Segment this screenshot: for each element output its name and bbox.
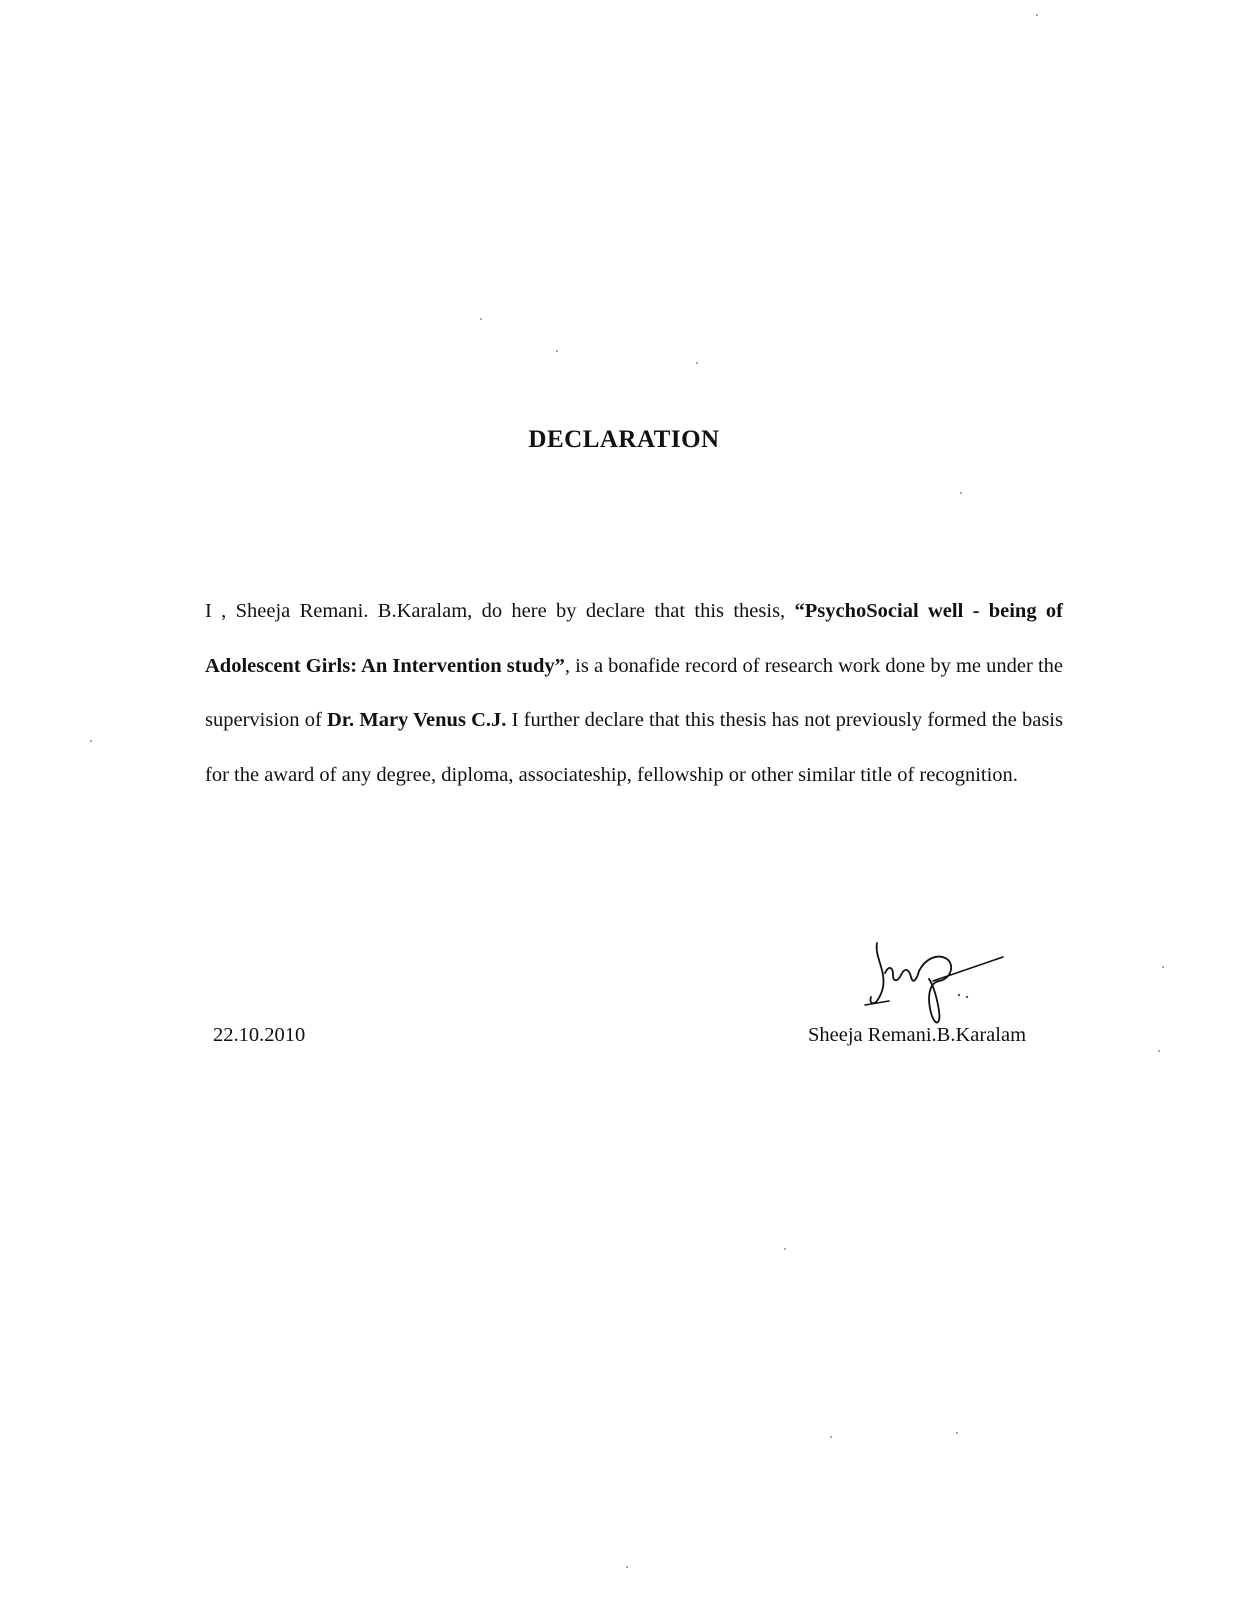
scan-speck bbox=[1158, 1050, 1160, 1052]
page-title: DECLARATION bbox=[528, 426, 720, 453]
scan-speck bbox=[90, 740, 92, 742]
declaration-closing: I further declare that this thesis has not previously formed the basis for the award of any degree, diploma, associateship, fellowship or other similar title of recognition. bbox=[205, 709, 1063, 786]
scan-speck bbox=[480, 318, 482, 320]
scan-speck bbox=[556, 350, 558, 352]
scan-speck bbox=[696, 362, 698, 364]
supervisor-name: Dr. Mary Venus C.J. bbox=[327, 709, 507, 731]
signer-name: Sheeja Remani.B.Karalam bbox=[808, 1024, 1027, 1046]
declaration-middle: , is a bonafide record of research work done by me under the supervision of bbox=[205, 654, 1063, 731]
scan-speck bbox=[830, 1436, 832, 1438]
declaration-date: 22.10.2010 bbox=[213, 1024, 306, 1046]
declaration-paragraph bbox=[205, 584, 1063, 802]
scan-speck bbox=[784, 1248, 786, 1250]
scan-speck bbox=[1162, 966, 1164, 968]
scan-speck bbox=[960, 492, 962, 494]
handwritten-signature bbox=[855, 935, 1005, 1035]
scan-speck bbox=[626, 1566, 628, 1568]
thesis-title: “PsychoSocial well - being of Adolescent Girls: An Intervention study” bbox=[205, 600, 1063, 677]
scan-speck bbox=[956, 1432, 958, 1434]
scan-speck bbox=[1036, 14, 1038, 16]
declaration-intro: I , Sheeja Remani. B.Karalam, do here by declare that this thesis, bbox=[205, 600, 795, 622]
